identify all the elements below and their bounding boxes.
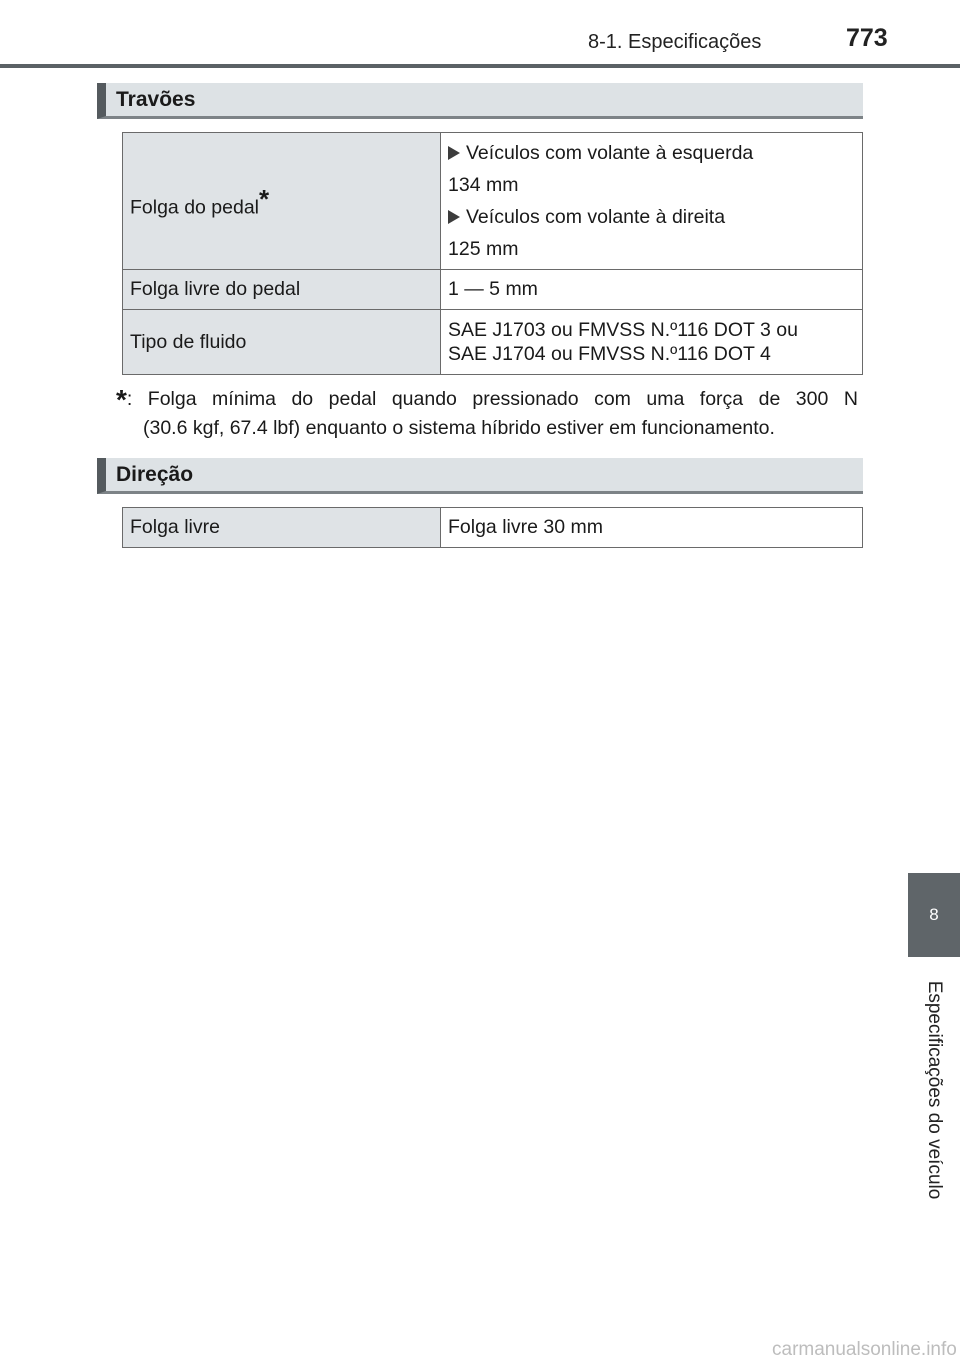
footnote-word: pressionado (472, 388, 579, 410)
footnote-asterisk: * (116, 384, 127, 415)
table-row (123, 508, 863, 548)
section-title-steering: Direção (116, 463, 194, 486)
fluid-type-label: Tipo de fluido (123, 310, 441, 375)
chapter-number: 8 (929, 905, 939, 924)
pedal-clearance-label-cell (123, 133, 441, 270)
table-row (123, 310, 863, 375)
chapter-tab[interactable] (908, 873, 960, 957)
footnote-word: N (843, 388, 858, 410)
pedal-clearance-value-cell (441, 133, 863, 270)
footnote-word: Folga (147, 388, 197, 410)
fluid-type-value-line1: SAE J1703 ou FMVSS N.º116 DOT 3 ou (448, 319, 798, 341)
rhd-value: 125 mm (448, 238, 519, 260)
free-play-value: 1 — 5 mm (441, 270, 863, 310)
triangle-bullet-icon (448, 210, 460, 224)
header-section-title: 8-1. Especificações (588, 31, 762, 53)
section-title-brakes: Travões (116, 88, 196, 111)
section-header-steering (97, 458, 863, 494)
footnote-line1 (116, 385, 858, 414)
footnote-word: : (126, 388, 133, 410)
triangle-bullet-icon (448, 146, 460, 160)
footnote-word: força (699, 388, 744, 410)
steering-free-play-label: Folga livre (123, 508, 441, 548)
footnote-word: pedal (328, 388, 377, 410)
table-row (123, 270, 863, 310)
footnote-word: quando (391, 388, 457, 410)
section-header-brakes (97, 83, 863, 119)
lhd-label: Veículos com volante à esquerda (466, 142, 754, 164)
fluid-type-value-line2: SAE J1704 ou FMVSS N.º116 DOT 4 (448, 343, 771, 365)
pedal-clearance-label: Folga do pedal (130, 196, 260, 219)
footnote-word: com (594, 388, 631, 410)
brakes-spec-table (122, 132, 863, 375)
footnote-line2: (30.6 kgf, 67.4 lbf) enquanto o sistema híbrido estiver em funcionamento. (143, 417, 775, 439)
footnote-word: de (758, 388, 781, 410)
chapter-label: Especificações do veículo (924, 980, 945, 1200)
page-number: 773 (846, 24, 888, 52)
footnote (116, 385, 858, 443)
asterisk-mark: * (259, 184, 270, 215)
free-play-label: Folga livre do pedal (123, 270, 441, 310)
lhd-value: 134 mm (448, 174, 519, 196)
rhd-label: Veículos com volante à direita (466, 206, 726, 228)
footnote-word: mínima (212, 388, 276, 410)
watermark: carmanualsonline.info (772, 1339, 957, 1360)
fluid-type-value-cell (441, 310, 863, 375)
steering-spec-table (122, 507, 863, 548)
footnote-word: 300 (795, 388, 829, 410)
steering-free-play-value: Folga livre 30 mm (441, 508, 863, 548)
header-rule (0, 64, 960, 68)
table-row (123, 133, 863, 270)
footnote-word: do (291, 388, 314, 410)
footnote-word: uma (646, 388, 685, 410)
